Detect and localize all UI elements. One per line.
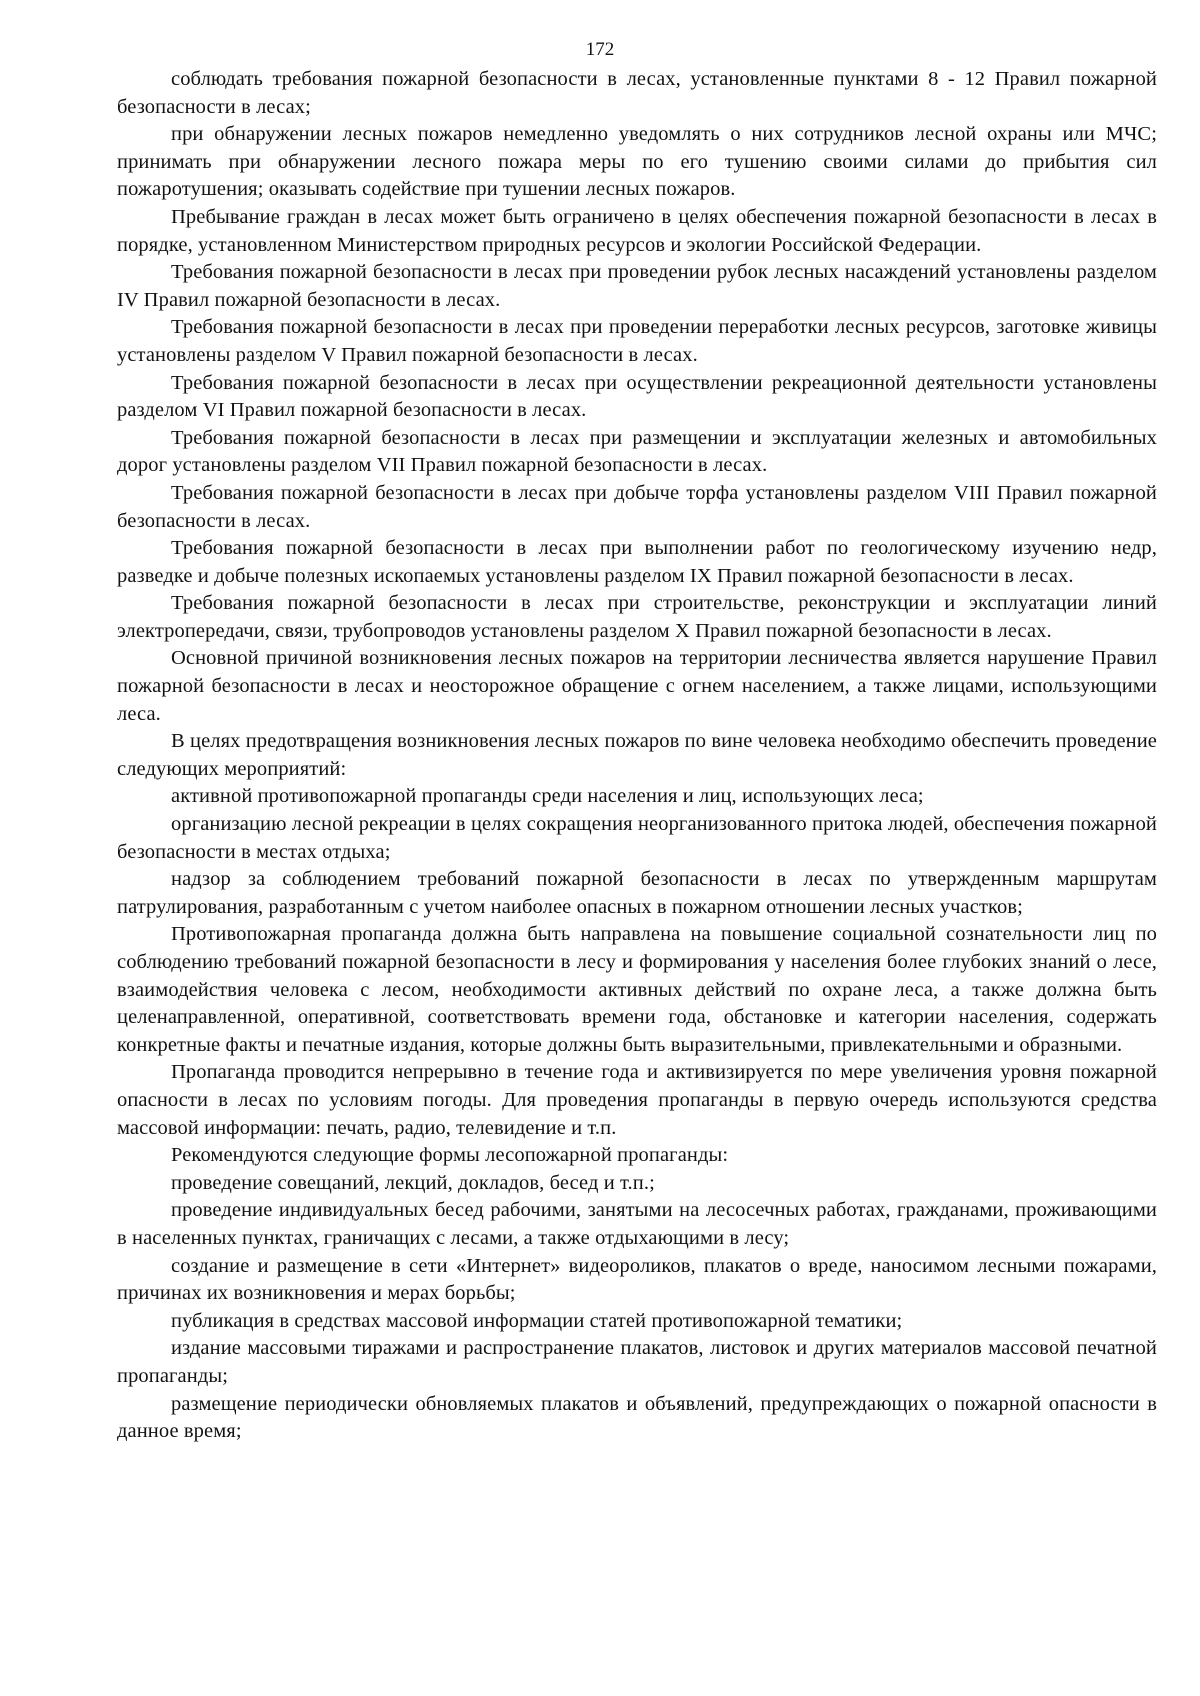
paragraph-12: В целях предотвращения возникновения лесных пожаров по вине человека необходимо обеспечить проведение следующих мероприятий: bbox=[117, 730, 1157, 780]
paragraph-7: Требования пожарной безопасности в лесах при размещении и эксплуатации железных и автомобильных дорог установлены разделом VII Правил пожарной безопасности в лесах. bbox=[117, 426, 1157, 477]
paragraph-20: проведение индивидуальных бесед рабочими, занятыми на лесосечных работах, гражданами, проживающими в населенных пунктах, граничащих с лесами, а также отдыхающими в лесу; bbox=[117, 1199, 1157, 1249]
paragraph-1: соблюдать требования пожарной безопасности в лесах, установленные пунктами 8 - 12 Правил пожарной безопасности в лесах; bbox=[117, 68, 1157, 118]
paragraph-3: Пребывание граждан в лесах может быть ограничено в целях обеспечения пожарной безопасности в лесах в порядке, установленном Министерством природных ресурсов и экологии Российской Федерации. bbox=[117, 205, 1157, 256]
paragraph-17: Пропаганда проводится непрерывно в течение года и активизируется по мере увеличения уровня пожарной опасности в лесах по условиям погоды. Для проведения пропаганды в первую очередь используются средства массовой информации: печать, радио, телевидение и т.п. bbox=[117, 1061, 1157, 1139]
paragraph-4: Требования пожарной безопасности в лесах при проведении рубок лесных насаждений установлены разделом IV Правил пожарной безопасности в лесах. bbox=[117, 261, 1157, 311]
paragraph-19: проведение совещаний, лекций, докладов, бесед и т.п.; bbox=[171, 1171, 655, 1194]
paragraph-2: при обнаружении лесных пожаров немедленно уведомлять о них сотрудников лесной охраны или МЧС; принимать при обнаружении лесного пожара меры по его тушению своими силами до прибытия сил пожаротушения; оказывать содействие при тушении лесных пожаров. bbox=[117, 123, 1157, 201]
paragraph-16: Противопожарная пропаганда должна быть направлена на повышение социальной сознательности лиц по соблюдению требований пожарной безопасности в лесу и формирования у населения более глубоких знаний о лесе, взаимодействия человека с лесом, необходимости активных действий по охране леса, а также должна быть целенаправленной, оперативной, соответствовать времени года, обстановке и категории населения, содержать конкретные факты и печатные издания, которые должны быть выразительными, привлекательными и образными. bbox=[117, 923, 1157, 1056]
paragraph-23: издание массовыми тиражами и распространение плакатов, листовок и других материалов массовой печатной пропаганды; bbox=[117, 1337, 1157, 1387]
paragraph-24: размещение периодически обновляемых плакатов и объявлений, предупреждающих о пожарной опасности в данное время; bbox=[117, 1392, 1157, 1443]
paragraph-14: организацию лесной рекреации в целях сокращения неорганизованного притока людей, обеспечения пожарной безопасности в местах отдыха; bbox=[117, 813, 1157, 863]
paragraph-18: Рекомендуются следующие формы лесопожарной пропаганды: bbox=[171, 1144, 729, 1167]
paragraph-10: Требования пожарной безопасности в лесах при строительстве, реконструкции и эксплуатации линий электропередачи, связи, трубопроводов установлены разделом X Правил пожарной безопасности в лесах. bbox=[117, 592, 1157, 642]
paragraph-9: Требования пожарной безопасности в лесах при выполнении работ по геологическому изучению недр, разведке и добыче полезных ископаемых установлены разделом IX Правил пожарной безопасности в лесах. bbox=[117, 537, 1157, 587]
paragraph-11: Основной причиной возникновения лесных пожаров на территории лесничества является нарушение Правил пожарной безопасности в лесах и неосторожное обращение с огнем населением, а также лицами, использующими леса. bbox=[117, 647, 1157, 725]
paragraph-22: публикация в средствах массовой информации статей противопожарной тематики; bbox=[171, 1309, 903, 1332]
paragraph-15: надзор за соблюдением требований пожарной безопасности в лесах по утвержденным маршрутам патрулирования, разработанным с учетом наиболее опасных в пожарном отношении лесных участков; bbox=[117, 868, 1157, 918]
paragraph-21: создание и размещение в сети «Интернет» видеороликов, плакатов о вреде, наносимом лесными пожарами, причинах их возникновения и мерах борьбы; bbox=[117, 1254, 1157, 1305]
paragraph-8: Требования пожарной безопасности в лесах при добыче торфа установлены разделом VIII Правил пожарной безопасности в лесах. bbox=[117, 481, 1157, 532]
paragraph-5: Требования пожарной безопасности в лесах при проведении переработки лесных ресурсов, заготовке живицы установлены разделом V Правил пожарной безопасности в лесах. bbox=[117, 316, 1157, 366]
paragraph-13: активной противопожарной пропаганды среди населения и лиц, использующих леса; bbox=[171, 785, 924, 808]
document-body bbox=[117, 66, 1157, 1446]
paragraph-6: Требования пожарной безопасности в лесах при осуществлении рекреационной деятельности установлены разделом VI Правил пожарной безопасности в лесах. bbox=[117, 371, 1157, 422]
page-number: 172 bbox=[585, 39, 615, 60]
